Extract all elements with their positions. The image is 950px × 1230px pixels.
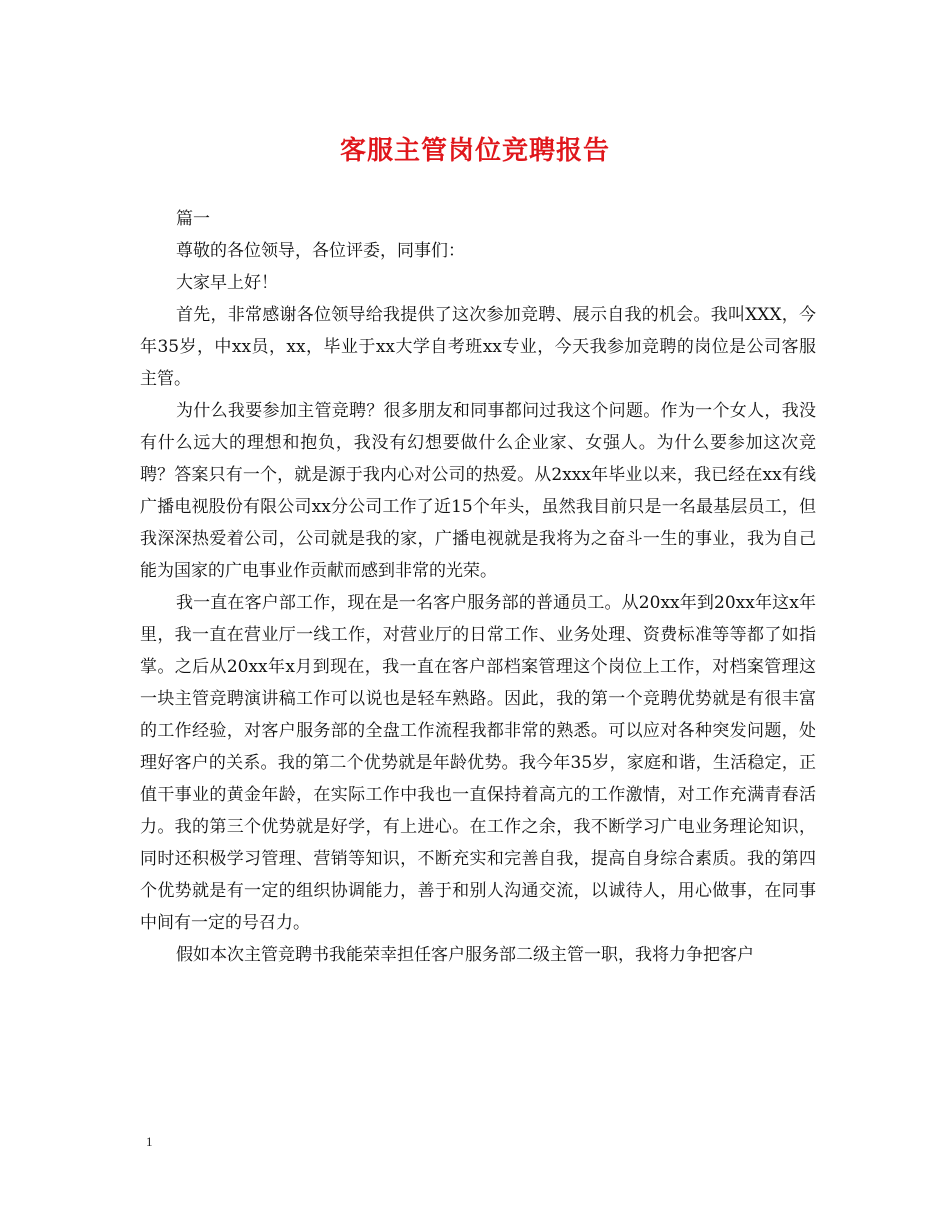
page-number: 1 xyxy=(146,1134,153,1149)
salutation: 尊敬的各位领导，各位评委，同事们： xyxy=(176,241,465,261)
greeting: 大家早上好！ xyxy=(176,273,278,293)
document-title: 客服主管岗位竞聘报告 xyxy=(339,136,610,166)
paragraph-plan: 假如本次主管竞聘书我能荣幸担任客户服务部二级主管一职，我将力争把客户 xyxy=(176,945,754,965)
document-body xyxy=(140,203,816,971)
section-label: 篇一 xyxy=(176,209,210,229)
paragraph-advantages: 我一直在客户部工作，现在是一名客户服务部的普通员工。从20xx年到20xx年这x年里，我一直在营业厅一线工作，对营业厅的日常工作、业务处理、资费标准等等都了如指掌。之后从20xx年x月到现在，我一直在客户部档案管理这个岗位上工作，对档案管理这一块主管竞聘演讲稿工作可以说也是轻车熟路。因此，我的第一个竞聘优势就是有很丰富的工作经验，对客户服务部的全盘工作流程我都非常的熟悉。可以应对各种突发问题，处理好客户的关系。我的第二个优势就是年龄优势。我今年35岁，家庭和谐，生活稳定，正值干事业的黄金年龄，在实际工作中我也一直保持着高亢的工作激情，对工作充满青春活力。我的第三个优势就是好学，有上进心。在工作之余，我不断学习广电业务理论知识，同时还积极学习管理、营销等知识，不断充实和完善自我，提高自身综合素质。我的第四个优势就是有一定的组织协调能力，善于和别人沟通交流，以诚待人，用心做事，在同事中间有一定的号召力。 xyxy=(140,593,816,933)
paragraph-intro: 首先，非常感谢各位领导给我提供了这次参加竞聘、展示自我的机会。我叫XXX，今年35岁，中xx员，xx，毕业于xx大学自考班xx专业，今天我参加竞聘的岗位是公司客服主管。 xyxy=(140,305,816,389)
paragraph-motivation: 为什么我要参加主管竞聘？很多朋友和同事都问过我这个问题。作为一个女人，我没有什么远大的理想和抱负，我没有幻想要做什么企业家、女强人。为什么要参加这次竞聘？答案只有一个，就是源于我内心对公司的热爱。从2xxx年毕业以来，我已经在xx有线广播电视股份有限公司xx分公司工作了近15个年头，虽然我目前只是一名最基层员工，但我深深热爱着公司，公司就是我的家，广播电视就是我将为之奋斗一生的事业，我为自己能为国家的广电事业作贡献而感到非常的光荣。 xyxy=(140,401,816,581)
